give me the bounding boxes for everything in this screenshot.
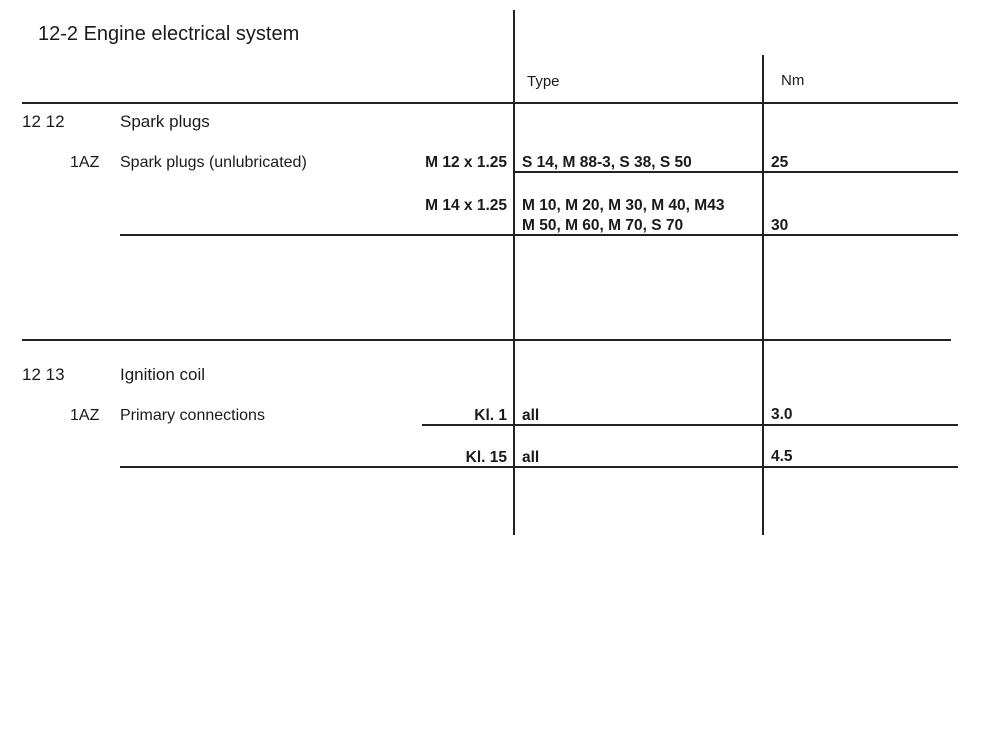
section-title: Ignition coil xyxy=(120,365,206,384)
section-rule xyxy=(22,339,951,341)
type-value: all xyxy=(522,407,540,424)
terminal-spec: Kl. 15 xyxy=(465,449,507,466)
item-name: Spark plugs (unlubricated) xyxy=(120,154,307,171)
type-value: M 50, M 60, M 70, S 70 xyxy=(522,217,684,234)
column-header-type: Type xyxy=(527,73,560,90)
column-divider-type xyxy=(513,10,515,535)
item-name: Primary connections xyxy=(120,407,265,424)
thread-spec: M 12 x 1.25 xyxy=(425,154,507,171)
thread-spec: M 14 x 1.25 xyxy=(425,197,507,214)
type-value: all xyxy=(522,449,540,466)
type-value: M 10, M 20, M 30, M 40, M43 xyxy=(522,197,725,214)
section-title: Spark plugs xyxy=(120,112,210,131)
terminal-spec: Kl. 1 xyxy=(474,407,507,424)
torque-value: 25 xyxy=(771,154,789,171)
torque-value: 30 xyxy=(771,217,789,234)
page-title: 12-2 Engine electrical system xyxy=(38,23,300,45)
item-code: 1AZ xyxy=(70,407,100,424)
type-value: S 14, M 88-3, S 38, S 50 xyxy=(522,154,692,171)
item-code: 1AZ xyxy=(70,154,100,171)
header-rule xyxy=(22,102,958,104)
column-divider-nm xyxy=(762,55,764,535)
torque-value: 3.0 xyxy=(771,406,793,423)
section-code: 12 13 xyxy=(22,365,65,384)
torque-value: 4.5 xyxy=(771,448,793,465)
section-code: 12 12 xyxy=(22,112,65,131)
column-header-nm: Nm xyxy=(781,72,805,89)
